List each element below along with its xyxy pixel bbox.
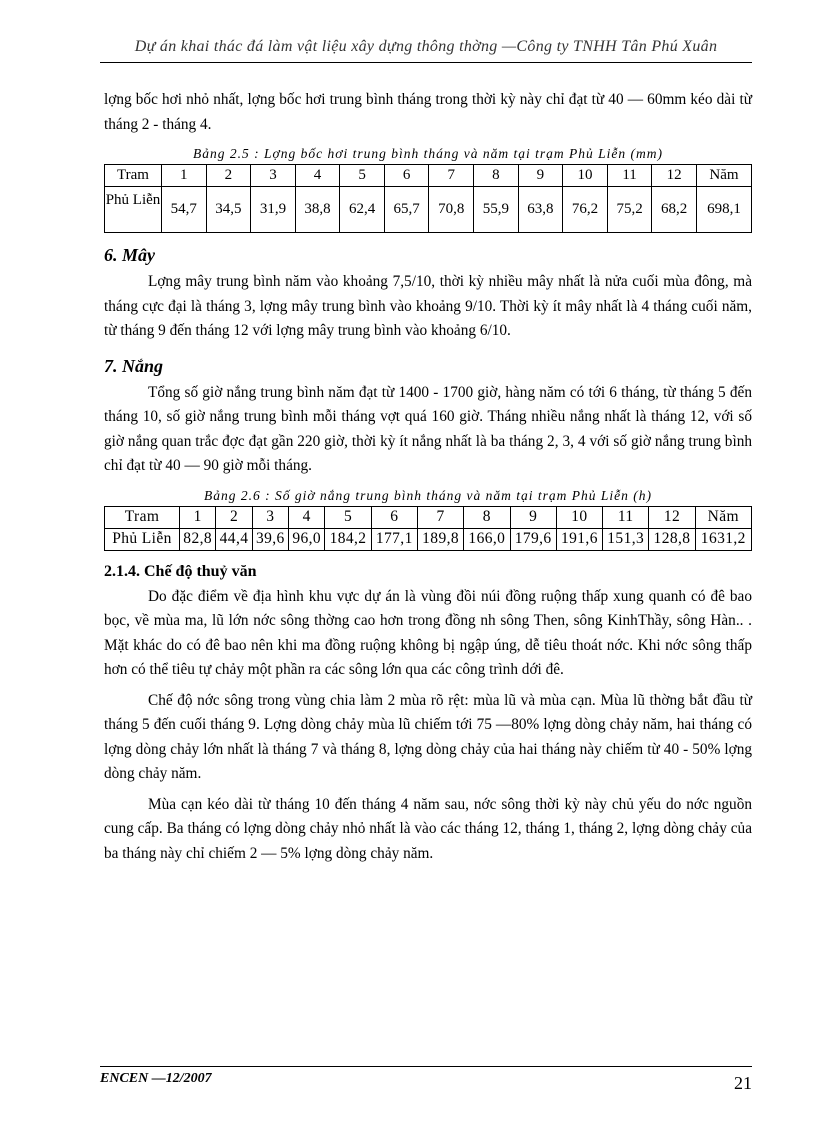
table1-header-row [105, 165, 752, 187]
table2-header-cell: 11 [603, 506, 649, 528]
table1-header-cell: 12 [652, 165, 697, 187]
section-214-paragraph-3: Mùa cạn kéo dài từ tháng 10 đến tháng 4 năm sau, nớc sông thời kỳ này chủ yếu do nớc nguồn cung cấp. Ba tháng có lợng dòng chảy nhỏ nhất là vào các tháng 12, tháng 1, tháng 2, lợng dòng chảy của ba tháng này chỉ chiếm 2 — 5% lợng dòng chảy năm. [104, 795, 752, 862]
table1-caption: Bảng 2.5 : Lợng bốc hơi trung bình tháng và năm tại trạm Phủ Liễn (mm) [193, 146, 663, 161]
table1-cell: 70,8 [429, 187, 474, 233]
footer-label: ENCEN —12/2007 [100, 1071, 212, 1086]
evaporation-table [104, 164, 752, 233]
table1-header-cell: Năm [697, 165, 752, 187]
table2-header-cell: 7 [417, 506, 463, 528]
table2-cell: 179,6 [510, 528, 556, 550]
table1-header-cell: 7 [429, 165, 474, 187]
table1-cell: 65,7 [384, 187, 429, 233]
table2-cell: 39,6 [252, 528, 288, 550]
table1-cell: 55,9 [474, 187, 519, 233]
page-header: Dự án khai thác đá làm vật liệu xây dựng thông thờng —Công ty TNHH Tân Phú Xuân [100, 38, 752, 63]
table1-header-cell: 3 [251, 165, 296, 187]
table2-header-cell: 5 [325, 506, 371, 528]
table2-header-cell: 10 [556, 506, 602, 528]
table2-data-row [105, 528, 752, 550]
table1-data-row [105, 187, 752, 233]
table1-cell: 34,5 [206, 187, 251, 233]
section-214-paragraph-1: Do đặc điểm về địa hình khu vực dự án là vùng đồi núi đồng ruộng thấp xung quanh có đê bao bọc, về mùa ma, lũ lớn nớc sông thờng cao hơn trong đồng nh sông Then, sông KinhThầy, sông Hàn.. . Mặt khác do có đê bao nên khi ma đồng ruộng không bị ngập úng, dễ tiêu thoát nớc. Khi nớc sông thấp hơn có thể tiêu tự chảy một phần ra các sông lớn qua các công trình dới đê. [104, 587, 752, 678]
table2-cell: 177,1 [371, 528, 417, 550]
section-214-title: 2.1.4. Chế độ thuỷ văn [104, 562, 257, 580]
table1-cell: 62,4 [340, 187, 385, 233]
table1-cell: 31,9 [251, 187, 296, 233]
table2-header-cell: 6 [371, 506, 417, 528]
table2-header-cell: Tram [105, 506, 180, 528]
table1-header-cell: 5 [340, 165, 385, 187]
table2-header-cell: 2 [216, 506, 252, 528]
table2-cell: 1631,2 [695, 528, 751, 550]
intro-paragraph: lợng bốc hơi nhỏ nhất, lợng bốc hơi trung bình tháng trong thời kỳ này chỉ đạt từ 40 — 60mm kéo dài từ tháng 2 - tháng 4. [104, 91, 752, 133]
table2-header-cell: Năm [695, 506, 751, 528]
table2-header-cell: 1 [180, 506, 216, 528]
table2-cell: 128,8 [649, 528, 695, 550]
table2-cell: 166,0 [464, 528, 510, 550]
table1-header-cell: 2 [206, 165, 251, 187]
table1-header-cell: 1 [162, 165, 207, 187]
table2-cell: 44,4 [216, 528, 252, 550]
table2-cell: 191,6 [556, 528, 602, 550]
table1-cell: 38,8 [295, 187, 340, 233]
table1-cell: 76,2 [563, 187, 608, 233]
table2-cell: Phủ Liễn [105, 528, 180, 550]
table1-cell: 68,2 [652, 187, 697, 233]
table1-header-cell: 9 [518, 165, 563, 187]
table1-header-cell: Tram [105, 165, 162, 187]
table2-caption: Bảng 2.6 : Số giờ nắng trung bình tháng và năm tại trạm Phủ Liễn (h) [204, 487, 652, 503]
table2-header-cell: 4 [289, 506, 325, 528]
table2-header-cell: 9 [510, 506, 556, 528]
table1-cell: 63,8 [518, 187, 563, 233]
table2-header-cell: 12 [649, 506, 695, 528]
page-footer [100, 1066, 752, 1094]
table2-cell: 96,0 [289, 528, 325, 550]
sunshine-table [104, 506, 752, 551]
table1-header-cell: 8 [474, 165, 519, 187]
table1-header-cell: 6 [384, 165, 429, 187]
table1-header-cell: 11 [607, 165, 652, 187]
table2-header-cell: 3 [252, 506, 288, 528]
table2-header-row [105, 506, 752, 528]
table2-cell: 189,8 [417, 528, 463, 550]
table1-header-cell: 4 [295, 165, 340, 187]
table1-cell: Phủ Liễn [105, 187, 162, 233]
table1-header-cell: 10 [563, 165, 608, 187]
section-7-paragraph: Tổng số giờ nắng trung bình năm đạt từ 1400 - 1700 giờ, hàng năm có tới 6 tháng, từ tháng 5 đến tháng 10, số giờ nắng trung bình mỗi tháng vợt quá 160 giờ. Tháng nhiều nắng nhất là tháng 12, với số giờ nắng quan trắc đợc đạt gần 220 giờ, thời kỳ ít nắng nhất là ba tháng 2, 3, 4 với số giờ nắng trung bình chỉ đạt từ 40 — 90 giờ mỗi tháng. [104, 383, 752, 474]
page-number: 21 [734, 1073, 752, 1093]
page-content [104, 88, 752, 866]
table1-cell: 698,1 [697, 187, 752, 233]
table1-cell: 54,7 [162, 187, 207, 233]
table2-cell: 82,8 [180, 528, 216, 550]
table1-cell: 75,2 [607, 187, 652, 233]
table2-cell: 184,2 [325, 528, 371, 550]
table2-header-cell: 8 [464, 506, 510, 528]
section-6-paragraph: Lợng mây trung bình năm vào khoảng 7,5/10, thời kỳ nhiều mây nhất là nửa cuối mùa đông, mà tháng cực đại là tháng 3, lợng mây trung bình vào khoảng 9/10. Thời kỳ ít mây nhất là 4 tháng cuối năm, từ tháng 9 đến tháng 12 với lợng mây trung bình vào khoảng 6/10. [104, 273, 752, 339]
table2-cell: 151,3 [603, 528, 649, 550]
section-7-title: 7. Nắng [104, 355, 164, 376]
section-6-title: 6. Mây [104, 245, 155, 265]
section-214-paragraph-2: Chế độ nớc sông trong vùng chia làm 2 mùa rõ rệt: mùa lũ và mùa cạn. Mùa lũ thờng bắt đầu từ tháng 5 đến cuối tháng 9. Lợng dòng chảy mùa lũ chiếm tới 75 —80% lợng dòng chảy năm, hai tháng có lợng dòng chảy lớn nhất là tháng 7 và tháng 8, lợng dòng chảy của hai tháng này chiếm từ 40 - 50% lợng dòng chảy năm. [104, 691, 752, 782]
